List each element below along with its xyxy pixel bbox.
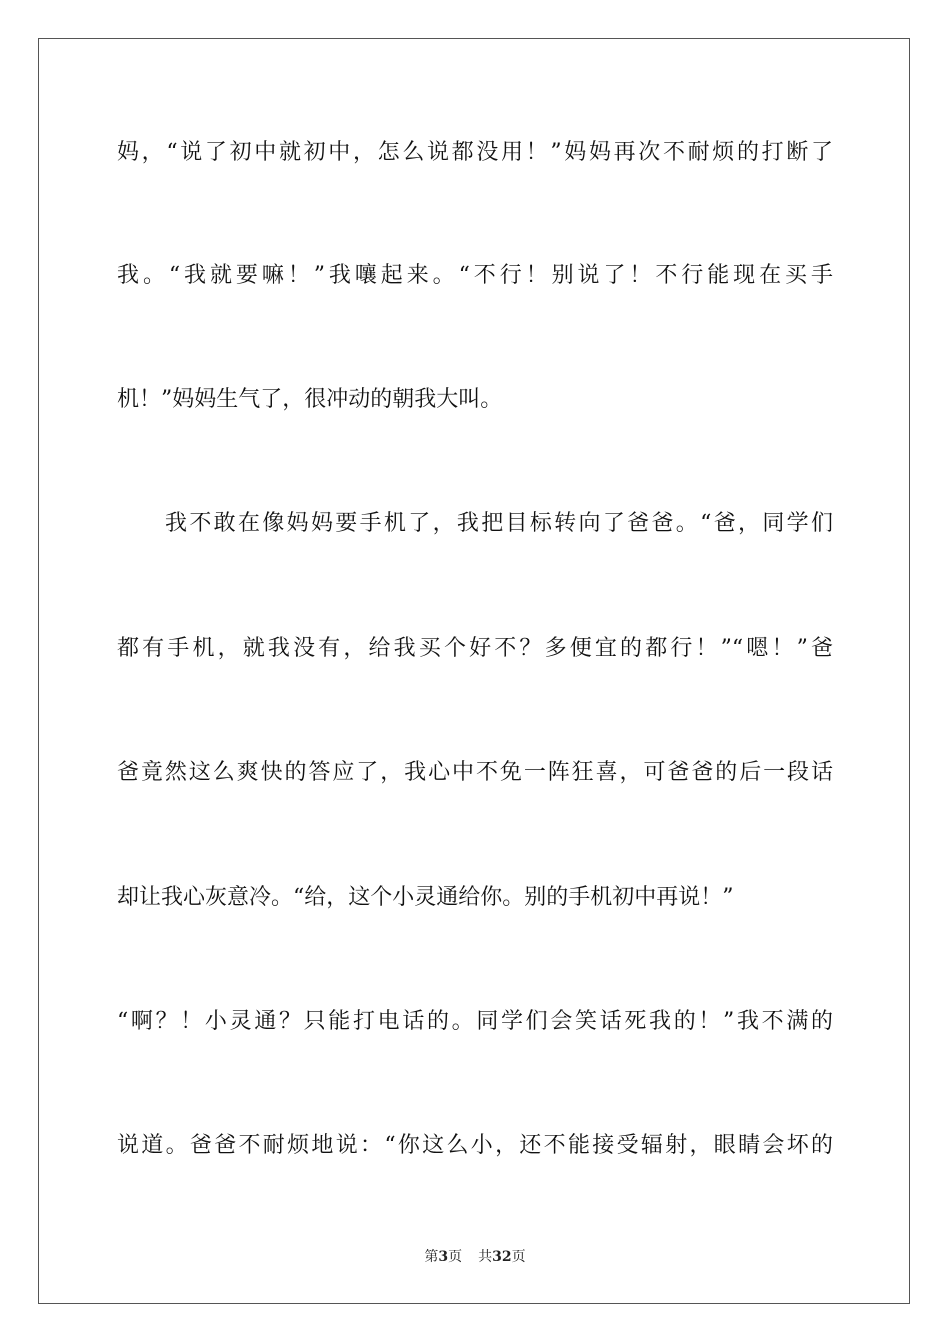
text-line-8: “啊？！小灵通？只能打电话的。同学们会笑话死我的！”我不满的 xyxy=(117,1009,833,1034)
text-line-4: 我不敢在像妈妈要手机了，我把目标转向了爸爸。“爸，同学们 xyxy=(165,511,833,536)
text-line-3: 机！”妈妈生气了，很冲动的朝我大叫。 xyxy=(117,387,503,412)
total-suffix: 页 xyxy=(511,1249,526,1265)
page-suffix: 页 xyxy=(448,1249,463,1265)
total-pages: 32 xyxy=(492,1249,512,1265)
page-footer xyxy=(39,1245,911,1269)
text-line-7: 却让我心灰意冷。“给，这个小灵通给你。别的手机初中再说！” xyxy=(117,885,734,910)
total-prefix: 共 xyxy=(478,1249,493,1265)
text-line-5: 都有手机，就我没有，给我买个好不？多便宜的都行！”“嗯！”爸 xyxy=(117,636,833,661)
text-line-6: 爸竟然这么爽快的答应了，我心中不免一阵狂喜，可爸爸的后一段话 xyxy=(117,760,833,785)
text-line-9: 说道。爸爸不耐烦地说：“你这么小，还不能接受辐射，眼睛会坏的 xyxy=(117,1133,833,1158)
page-number: 3 xyxy=(438,1249,449,1265)
page-frame xyxy=(38,38,910,1304)
page-prefix: 第 xyxy=(424,1249,439,1265)
text-line-2: 我。“我就要嘛！”我嚷起来。“不行！别说了！不行能现在买手 xyxy=(117,263,833,288)
text-line-1: 妈，“说了初中就初中，怎么说都没用！”妈妈再次不耐烦的打断了 xyxy=(117,140,833,165)
